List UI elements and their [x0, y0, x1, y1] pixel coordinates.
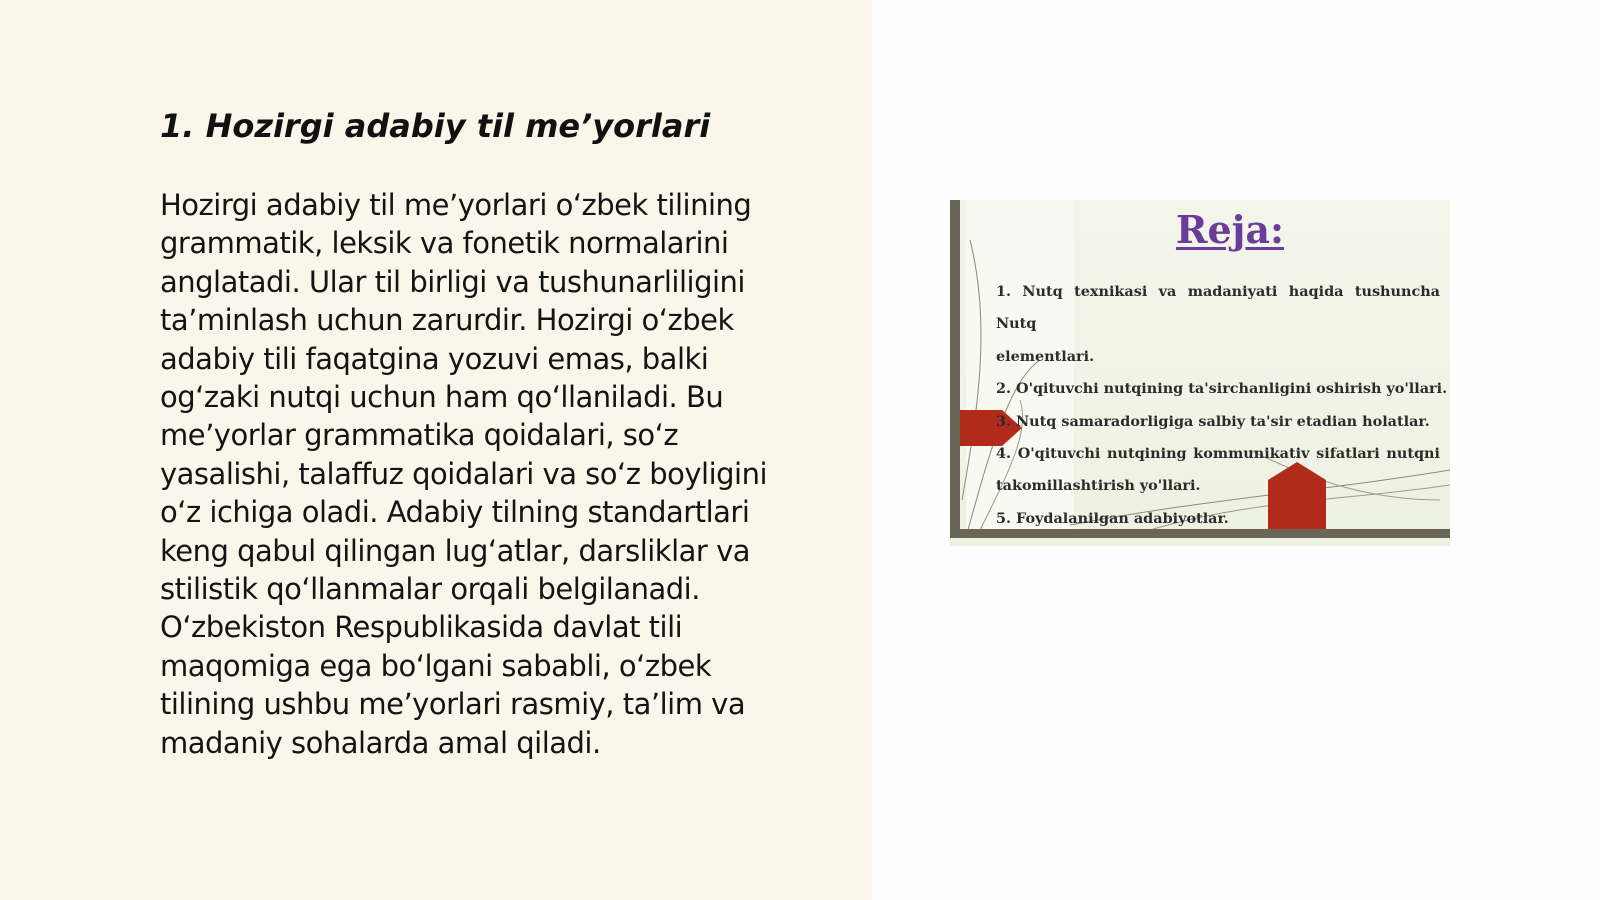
plan-image [950, 200, 1450, 546]
body-line: yasalishi, talaffuz qoidalari va so‘z boyligini [160, 456, 768, 491]
body-line: Hozirgi adabiy til me’yorlari o‘zbek tilining [160, 188, 752, 222]
plan-frame-left [950, 200, 960, 538]
body-line: ta’minlash uchun zarurdir. Hozirgi o‘zbek [160, 303, 734, 338]
body-line: anglatadi. Ular til birligi va tushunarliligini [160, 264, 745, 299]
body-line: keng qabul qilingan lug‘atlar, darsliklar va [160, 533, 751, 568]
plan-title: Reja: [1175, 207, 1285, 252]
body-line: og‘zaki nutqi uchun ham qo‘llaniladi. Bu [160, 380, 724, 415]
body-line: tilining ushbu me’yorlari rasmiy, ta’lim va [160, 687, 746, 722]
plan-item: elementlari. [996, 347, 1095, 365]
body-line: maqomiga ega bo‘lgani sababli, o‘zbek [160, 648, 712, 683]
body-paragraph [160, 186, 820, 762]
plan-item: 1. Nutq texnikasi va madaniyati haqida tushuncha Nutq [996, 283, 1440, 333]
body-line: grammatik, leksik va fonetik normalarini [160, 226, 729, 261]
body-line: me’yorlar grammatika qoidalari, so‘z [160, 418, 679, 453]
body-line: adabiy tili faqatgina yozuvi emas, balki [160, 341, 709, 376]
plan-item: 5. Foydalanilgan adabiyotlar. [996, 509, 1229, 527]
plan-item: 4. O'qituvchi nutqining kommunikativ sifatlari nutqni [996, 445, 1440, 463]
decor-curve [962, 240, 981, 500]
body-line: O‘zbekiston Respublikasida davlat tili [160, 610, 683, 645]
body-line: o‘z ichiga oladi. Adabiy tilning standartlari [160, 495, 750, 530]
body-line: madaniy sohalarda amal qiladi. [160, 725, 601, 760]
plan-item: 2. O'qituvchi nutqining ta'sirchanligini oshirish yo'llari. [996, 380, 1448, 398]
body-line: stilistik qo‘llanmalar orqali belgilanadi. [160, 572, 700, 607]
slide-heading: 1. Hozirgi adabiy til me’yorlari [160, 107, 711, 145]
plan-list [996, 276, 1448, 535]
plan-item: takomillashtirish yo'llari. [996, 477, 1201, 495]
plan-item: 3. Nutq samaradorligiga salbiy ta'sir etadian holatlar. [996, 412, 1430, 430]
